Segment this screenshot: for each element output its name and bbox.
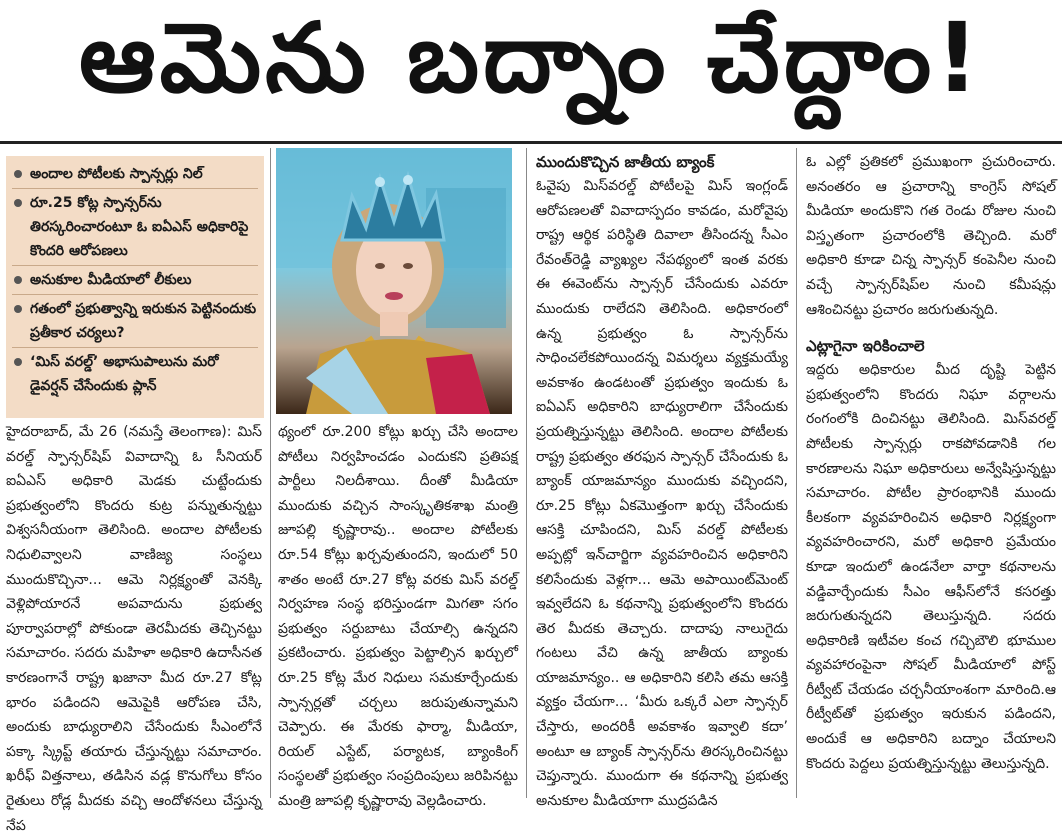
bullet-icon xyxy=(14,358,22,366)
article-text: హైదరాబాద్, మే 26 (నమస్తే తెలంగాణ): మిస్ వరల్డ్ స్పాన్సర్‌షిప్ వివాదాన్ని ఓ సీనియర్ ఐఏఎస్ అధికారి మెడకు చుట్టేందుకు ప్రభుత్వంలోని కొందరు కుట్ర పన్నుతున్నట్టు విశ్వసనీయంగా తెలిసింది. అందాల పోటీలకు నిధులివ్వాలని వాణిజ్య సంస్థలు ముందుకొచ్చినా... ఆమె నిర్లక్ష్యంతో వెనక్కి వెళ్లిపోయారనే అపవాదును ప్రభుత్వ పూర్వాపరాల్లో పోకుండా తెరమీదకు తెచ్చినట్టు సమాచారం. సదరు మహిళా అధికారి ఉదాసీనత కారణంగానే రాష్ట్ర ఖజానా మీద రూ.27 కోట్ల భారం పడిందని ఆమెపైకి ఆరోపణ చేసి, అందుకు బాధ్యురాలిని చేసేందుకు సీఎంలోనే పక్కా స్క్రిప్ట్ తయారు చేస్తున్నట్టు సమాచారం. ఖరీఫ్ విత్తనాలు, తడిసిన వడ్ల కొనుగోలు కోసం రైతులు రోడ్ల మీదకు వచ్చి ఆందోళనలు చేస్తున్న నేప xyxy=(6,424,262,834)
bullet-icon xyxy=(14,305,22,313)
column-divider xyxy=(526,148,527,798)
article-text: థ్యంలో రూ.200 కోట్లు ఖర్చు చేసి అందాల పోటీలు నిర్వహించడం ఎందుకని ప్రతిపక్ష పార్టీలు నిలదీశాయి. దీంతో మీడియా ముందుకు వచ్చిన సాంస్కృతికశాఖ మంత్రి జూపల్లి కృష్ణారావు.. అందాల పోటీలకు రూ.54 కోట్లు ఖర్చవుతుందని, ఇందులో 50 శాతం అంటే రూ.27 కోట్ల వరకు మిస్ వరల్డ్ నిర్వహణ సంస్థ భరిస్తుండగా మిగతా సగం ప్రభుత్వం సర్దుబాటు చేయాల్సి ఉన్నదని ప్రకటించారు. ప్రభుత్వం పెట్టాల్సిన ఖర్చులో రూ.25 కోట్ల మేర నిధులు సమకూర్చేందుకు స్పాన్సర్లతో చర్చలు జరుపుతున్నామని చెప్పారు. ఈ మేరకు ఫార్మా, మీడియా, రియల్ ఎస్టేట్, పర్యాటక, బ్యాంకింగ్ సంస్థలతో ప్రభుత్వం సంప్రదింపులు జరిపినట్టు మంత్రి జూపల్లి కృష్ణారావు వెల్లడించారు. xyxy=(278,424,518,809)
article-text: ఇద్దరు అధికారుల మీద దృష్టి పెట్టిన ప్రభుత్వంలోని కొందరు నిఘా వర్గాలను రంగంలోకి దించినట్టు తెలిసింది. మిస్‌వరల్డ్ పోటీలకు స్పాన్సర్లు రాకపోవడానికి గల కారణాలను నిఘా అధికారులు అన్వేషిస్తున్నట్టు సమాచారం. పోటీల ప్రారంభానికి ముందు కీలకంగా వ్యవహరించిన అధికారి నిర్లక్ష్యంగా వ్యవహరించారని, మరో అధికారి ప్రమేయం కూడా ఇందులో ఉండనేలా వార్తా కథనాలను వడ్డివార్చేందుకు సీఎం ఆఫీస్‌లోనే కసరత్తు జరుగుతున్నదని తెలుస్తున్నది. సదరు అధికారిణి ఇటీవల కంచ గచ్చిబౌలి భూముల వ్యవహారంపైనా సోషల్ మీడియాలో పోస్ట్ రీట్వీట్ చేయడం చర్చనీయాంశంగా మారింది.ఆ రీట్వీట్‌తో ప్రభుత్వం ఇరుకున పడిందని, అందుకే ఆ అధికారిని బద్నాం చేయాలని కొందరు పెద్దలు ప్రయత్నిస్తున్నట్టు తెలుస్తున్నది. xyxy=(806,362,1056,772)
article-column-3 xyxy=(536,150,788,809)
article-column-2 xyxy=(278,420,518,809)
highlight-text: ‘మిస్ వరల్డ్’ అభాసుపాలును మరో డైవర్షన్ చేసేందుకు ప్లాన్ xyxy=(30,354,219,394)
bullet-icon xyxy=(14,276,22,284)
article-text: ఓ ఎల్లో ప్రతికలో ప్రముఖంగా ప్రచురించారు. అనంతరం ఆ ప్రచారాన్ని కాంగ్రెస్ సోషల్ మీడియా అందుకొని గత రెండు రోజుల నుంచి విస్తృతంగా ప్రచారంలోకి తెచ్చింది. మరో అధికారి కూడా చిన్న స్పాన్సర్ కంపెనీల నుంచి వచ్చే స్పాన్సర్‌షిప్‌ల నుంచి కమీషన్లు ఆశించినట్టు ప్రచారం జరుగుతున్నది. xyxy=(806,154,1056,318)
highlight-item xyxy=(12,266,258,295)
highlight-item xyxy=(12,348,258,400)
article-text: ఓవైపు మిస్‌వరల్డ్ పోటీలపై మిస్ ఇంగ్లండ్ ఆరోపణలతో వివాదాస్పదం కావడం, మరోవైపు రాష్ట్ర ఆర్థిక పరిస్థితి దివాలా తీసిందన్న సీఎం రేవంత్‌రెడ్డి వ్యాఖ్యల నేపథ్యంలో ఇంత వరకు ఈ ఈవెంట్‌ను స్పాన్సర్ చేసేందుకు ఎవరూ ముందుకు రాలేదని తెలిసింది. అధికారంలో ఉన్న ప్రభుత్వం ఓ స్పాన్సర్‌ను సాధించలేకపోయిందన్న విమర్శలు వ్యక్తమయ్యే అవకాశం ఉండటంతో ప్రభుత్వం ఇందుకు ఓ ఐఏఎస్ అధికారిని బాధ్యురాలిగా చేసేందుకు ప్రయత్నిస్తున్నట్టు తెలిసింది. అందాల పోటీలకు రాష్ట్ర ప్రభుత్వం తరఫున స్పాన్సర్ చేసేందుకు ఓ బ్యాంక్ యాజమాన్యం ముందుకు వచ్చిందని, రూ.25 కోట్లు ఏకమొత్తంగా ఖర్చు చేసేందుకు ఆసక్తి చూపిందని, మిస్ వరల్డ్ పోటీలకు అప్పట్లో ఇన్‌చార్జిగా వ్యవహరించిన అధికారిని కలిసేందుకు వెళ్లగా... ఆమె అపాయింట్‌మెంట్ ఇవ్వలేదని ఓ కథనాన్ని ప్రభుత్వంలోని కొందరు తెర మీదకు తెచ్చారు. దాదాపు నాలుగైదు గంటలు వేచి ఉన్న జాతీయ బ్యాంకు యాజమాన్యం.. ఆ అధికారిని కలిసి తమ ఆసక్తి వ్యక్తం చేయగా... ‘మీరు ఒక్కరే ఎలా స్పాన్సర్ చేస్తారు, అందరికీ అవకాశం ఇవ్వాలి కదా’ అంటూ ఆ బ్యాంక్ స్పాన్సర్‌ను తిరస్కరించినట్టు చెప్తున్నారు. ముందుగా ఈ కథనాన్ని ప్రభుత్వ అనుకూల మీడియాగా ముద్రపడిన xyxy=(536,178,788,809)
highlight-item xyxy=(12,295,258,348)
section-heading: ఎట్లాగైనా ఇరికించాలె xyxy=(806,337,925,356)
article-column-1 xyxy=(6,420,262,834)
highlight-text: గతంలో ప్రభుత్వాన్ని ఇరుకున పెట్టినందుకు ప్రతీకార చర్యలు? xyxy=(30,301,257,341)
highlights-box xyxy=(6,156,264,418)
highlight-text: అందాల పోటీలకు స్పాన్సర్లు నిల్ xyxy=(30,166,203,182)
headline: ఆమెను బద్నాం చేద్దాం! xyxy=(78,2,984,114)
highlight-item xyxy=(12,189,258,266)
headline-rule xyxy=(0,141,1062,144)
crowned-pageant-winner-icon xyxy=(276,148,512,414)
bullet-icon xyxy=(14,170,22,178)
bullet-icon xyxy=(14,199,22,207)
column-divider xyxy=(796,148,797,798)
section-heading: ముందుకొచ్చిన జాతీయ బ్యాంక్ xyxy=(536,153,715,171)
highlight-item xyxy=(12,160,258,189)
news-photo xyxy=(276,148,512,414)
article-column-4 xyxy=(806,150,1056,798)
highlight-text: రూ.25 కోట్ల స్పాన్సర్‌ను తిరస్కరించారంటూ ఓ ఐఏఎస్ అధికారిపై కొందరి ఆరోపణలు xyxy=(30,195,249,259)
highlight-text: అనుకూల మీడియాలో లీకులు xyxy=(30,272,192,288)
column-divider xyxy=(270,148,271,798)
